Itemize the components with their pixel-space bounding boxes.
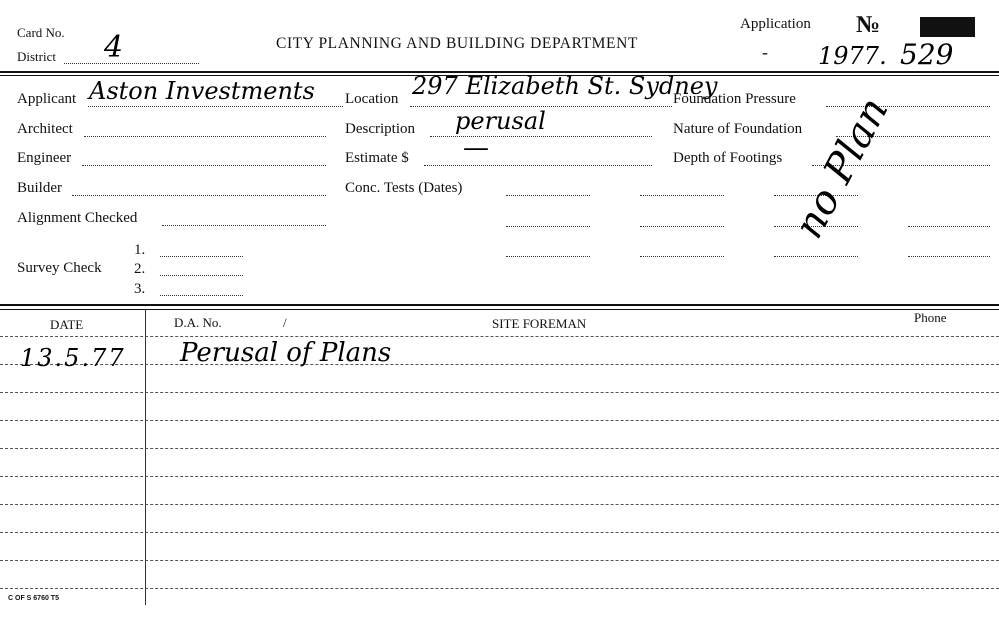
applicant-value: Aston Investments bbox=[89, 77, 315, 105]
engineer-line bbox=[82, 165, 326, 166]
conc-test-line-r2c2 bbox=[640, 226, 724, 227]
conc-test-line-r2c4 bbox=[908, 226, 990, 227]
log-line-8 bbox=[0, 560, 999, 561]
estimate-line bbox=[424, 165, 652, 166]
description-label: Description bbox=[345, 121, 415, 137]
description-value: perusal bbox=[455, 107, 546, 135]
card-no-label: Card No. bbox=[17, 25, 65, 40]
alignment-line bbox=[162, 225, 326, 226]
phone-header: Phone bbox=[914, 310, 947, 325]
da-header: D.A. No. bbox=[174, 315, 222, 330]
estimate-value: — bbox=[463, 133, 489, 163]
log-rule-top bbox=[0, 304, 999, 306]
log-line-0 bbox=[0, 336, 999, 337]
survey-line-3 bbox=[160, 295, 243, 296]
application-number: 529 bbox=[900, 38, 954, 71]
log-line-6 bbox=[0, 504, 999, 505]
site-foreman-header: SITE FOREMAN bbox=[492, 316, 587, 331]
application-year: 1977. bbox=[818, 42, 887, 70]
nature-of-foundation-label: Nature of Foundation bbox=[673, 121, 803, 137]
survey-check-label: Survey Check bbox=[17, 260, 102, 276]
builder-line bbox=[72, 195, 326, 196]
da-slash: / bbox=[283, 315, 287, 330]
foundation-pressure-label: Foundation Pressure bbox=[673, 91, 796, 107]
application-label: Application bbox=[740, 16, 811, 32]
department-title: CITY PLANNING AND BUILDING DEPARTMENT bbox=[276, 35, 638, 52]
date-header: DATE bbox=[50, 317, 84, 332]
location-label: Location bbox=[345, 91, 399, 107]
log-row-date: 13.5.77 bbox=[20, 344, 126, 372]
conc-test-line-r1c2 bbox=[640, 195, 724, 196]
conc-test-line-r3c2 bbox=[640, 256, 724, 257]
log-line-2 bbox=[0, 392, 999, 393]
architect-label: Architect bbox=[17, 121, 73, 137]
builder-label: Builder bbox=[17, 180, 62, 196]
side-note: no Plan bbox=[785, 90, 898, 246]
survey-num-2: 2. bbox=[134, 261, 146, 277]
applicant-label: Applicant bbox=[17, 91, 77, 107]
application-dash: - bbox=[762, 42, 768, 62]
log-line-3 bbox=[0, 420, 999, 421]
applicant-line bbox=[88, 106, 343, 107]
district-value: 4 bbox=[104, 30, 124, 65]
redacted-number-block bbox=[920, 17, 975, 37]
survey-line-2 bbox=[160, 275, 243, 276]
architect-line bbox=[84, 136, 326, 137]
log-line-5 bbox=[0, 476, 999, 477]
conc-tests-label: Conc. Tests (Dates) bbox=[345, 180, 463, 196]
alignment-checked-label: Alignment Checked bbox=[17, 210, 138, 226]
log-rule-bottom bbox=[0, 309, 999, 310]
conc-test-line-r3c1 bbox=[506, 256, 590, 257]
district-field-line bbox=[64, 63, 199, 64]
log-line-4 bbox=[0, 448, 999, 449]
log-line-7 bbox=[0, 532, 999, 533]
log-line-1 bbox=[0, 364, 999, 365]
number-sign: № bbox=[856, 12, 881, 38]
form-code: C OF S 6760 T5 bbox=[8, 595, 59, 602]
engineer-label: Engineer bbox=[17, 150, 72, 166]
district-label: District bbox=[17, 49, 56, 64]
conc-test-line-r3c3 bbox=[774, 256, 858, 257]
survey-num-1: 1. bbox=[134, 242, 146, 258]
survey-line-1 bbox=[160, 256, 243, 257]
survey-num-3: 3. bbox=[134, 281, 146, 297]
location-value: 297 Elizabeth St. Sydney bbox=[412, 72, 718, 100]
conc-test-line-r3c4 bbox=[908, 256, 990, 257]
depth-of-footings-label: Depth of Footings bbox=[673, 150, 783, 166]
log-line-9 bbox=[0, 588, 999, 589]
conc-test-line-r1c1 bbox=[506, 195, 590, 196]
estimate-label: Estimate $ bbox=[345, 150, 409, 166]
log-row-entry: Perusal of Plans bbox=[180, 338, 392, 368]
conc-test-line-r2c1 bbox=[506, 226, 590, 227]
